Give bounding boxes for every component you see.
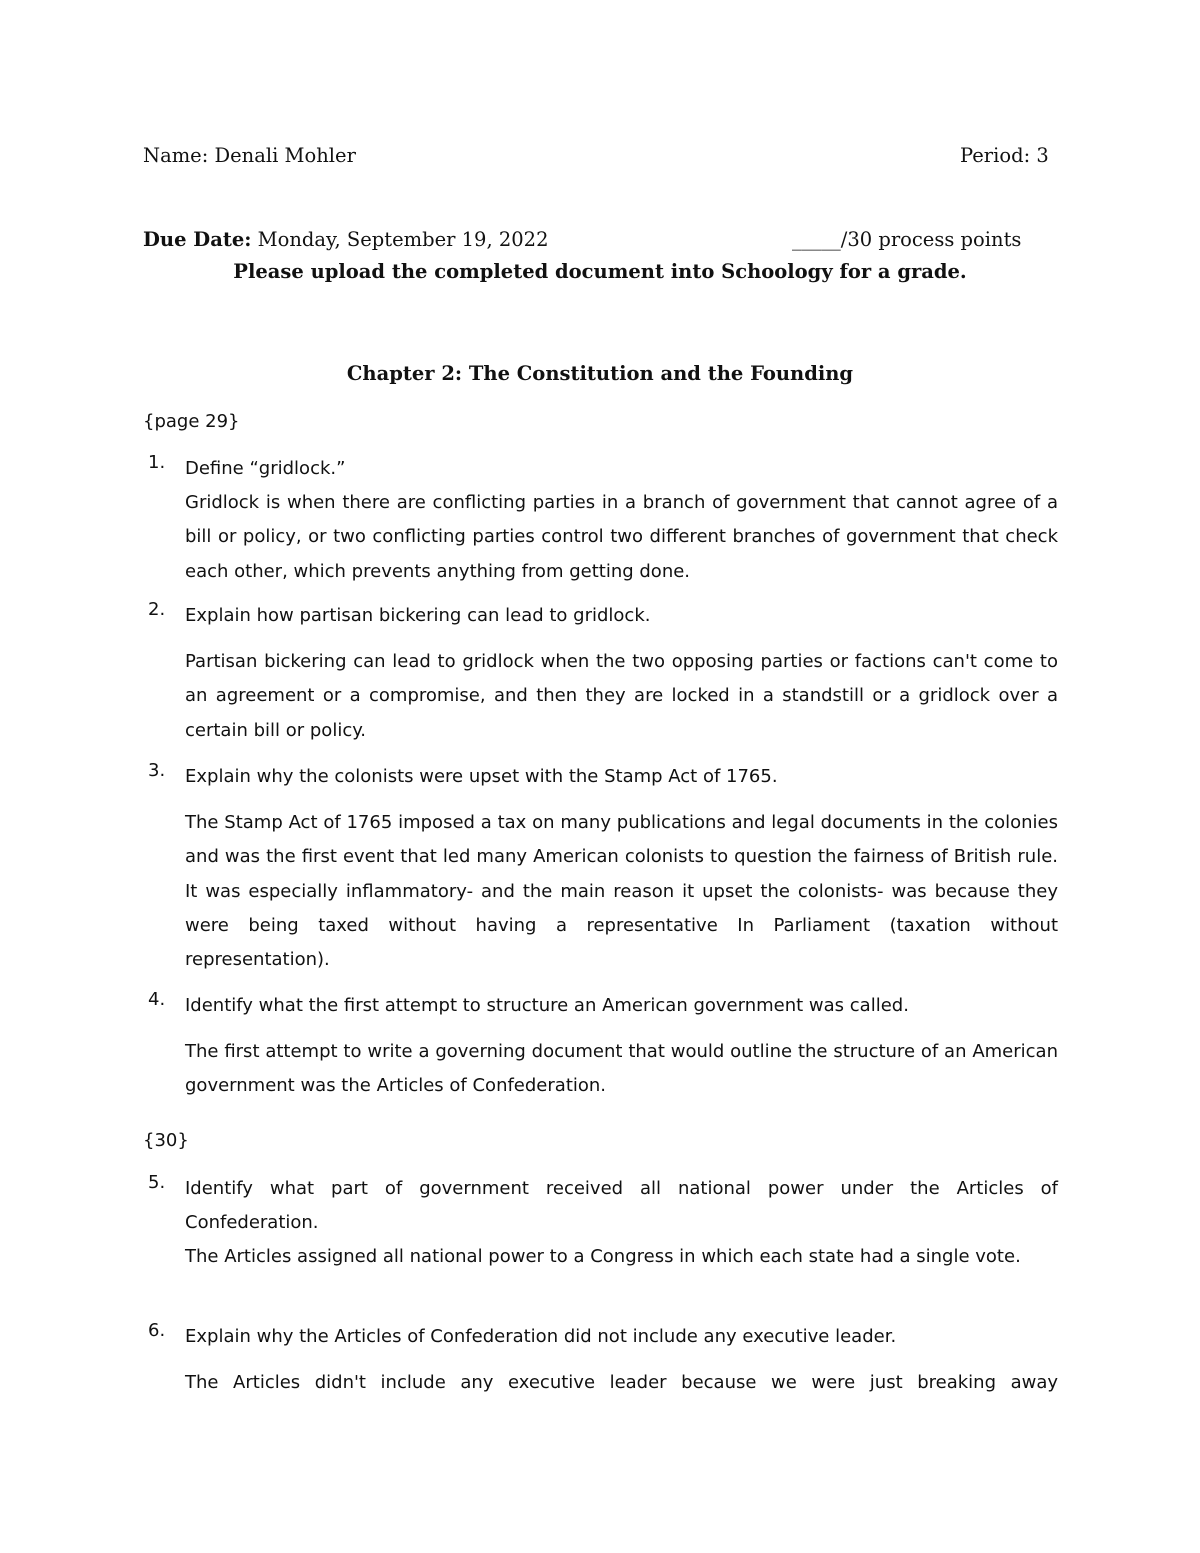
question: Identify what the first attempt to structure an American government was called. [185, 995, 909, 1016]
answer: The Stamp Act of 1765 imposed a tax on many publications and legal documents in the colonies and was the first event that led many American colonists to question the fairness of British rule. It was especially inflammatory- and the main reason it upset the colonists- was because they were being taxed without having a representative In Parliament (taxation without representation). [185, 812, 1058, 971]
question: Explain why the Articles of Confederation did not include any executive leader. [185, 1326, 897, 1347]
question: Explain why the colonists were upset with the Stamp Act of 1765. [185, 766, 778, 787]
item-number: 2. [148, 599, 166, 620]
chapter-title: Chapter 2: The Constitution and the Founding [346, 362, 854, 385]
item-number: 4. [148, 989, 166, 1010]
name-label: Name: [143, 144, 209, 167]
answer: The Articles didn't include any executive leader because we were just breaking away [185, 1372, 1058, 1393]
due-date-label: Due Date: [143, 228, 252, 251]
answer: Gridlock is when there are conflicting parties in a branch of government that cannot agree of a bill or policy, or two conflicting parties control two different branches of government that check each other, which prevents anything from getting done. [185, 492, 1058, 582]
question: Identify what part of government received all national power under the Articles of Confederation. [185, 1178, 1058, 1233]
answer: The Articles assigned all national power to a Congress in which each state had a single vote. [185, 1246, 1021, 1267]
list-item [148, 1172, 1058, 1274]
question: Define “gridlock.” [185, 458, 346, 479]
answer: The first attempt to write a governing document that would outline the structure of an American government was the Articles of Confederation. [185, 1041, 1058, 1097]
list-item [148, 452, 1058, 589]
page-ref: {page 29} [143, 411, 240, 432]
process-points [792, 228, 1021, 251]
list-item [148, 1320, 1058, 1400]
item-number: 3. [148, 760, 166, 781]
student-name: Denali Mohler [214, 144, 356, 167]
period-line [960, 144, 1049, 167]
period-label: Period: [960, 144, 1031, 167]
list-item [148, 989, 1058, 1104]
item-number: 6. [148, 1320, 166, 1341]
name-line [143, 144, 356, 167]
page-ref: {30} [143, 1130, 189, 1151]
list-item [148, 599, 1058, 748]
item-number: 5. [148, 1172, 166, 1193]
question: Explain how partisan bickering can lead to gridlock. [185, 605, 651, 626]
answer: Partisan bickering can lead to gridlock when the two opposing parties or factions can't come to an agreement or a compromise, and then they are locked in a standstill or a gridlock over a certain bill or policy. [185, 651, 1058, 741]
points-blank: _____ [792, 228, 841, 251]
points-text: /30 process points [840, 228, 1022, 251]
item-number: 1. [148, 452, 166, 473]
period-value: 3 [1036, 144, 1049, 167]
due-date-value: Monday, September 19, 2022 [257, 228, 549, 251]
list-item [148, 760, 1058, 977]
due-date-line [143, 228, 548, 251]
upload-instruction: Please upload the completed document into Schoology for a grade. [233, 260, 967, 283]
